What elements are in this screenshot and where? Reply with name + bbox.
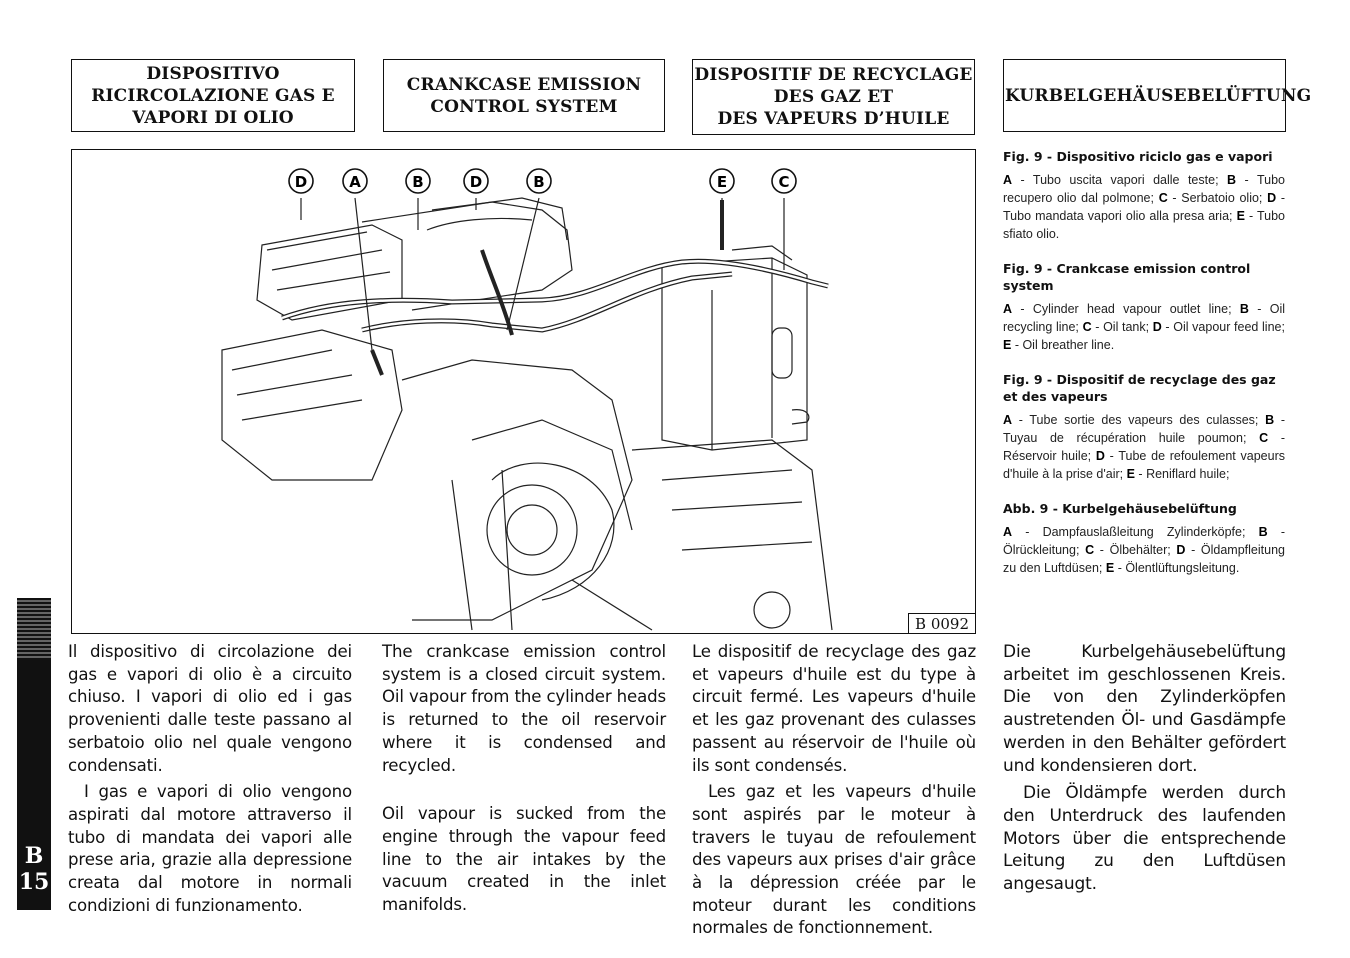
caption-key: E: [1105, 561, 1115, 575]
caption-title: Fig. 9 - Dispositivo riciclo gas e vapori: [1003, 149, 1273, 164]
callout-b2: B: [533, 173, 545, 191]
caption-item: Öldampfleitung zu den Luftdüsen;: [1003, 543, 1285, 575]
paragraph: Les gaz et les vapeurs d'huile sont aspirés par le moteur à travers le tuyau de refoulement des vapeurs aux prises d'air grâce à la dépression créée par le moteur durant les conditions normales de fonctionnement.: [692, 782, 976, 938]
caption-title: Fig. 9 - Dispositif de recyclage des gaz et des vapeurs: [1003, 372, 1276, 404]
header-italian-text: DISPOSITIVO RICIRCOLAZIONE GAS E VAPORI DI OLIO: [91, 63, 335, 128]
caption-item: Tubo sfiato olio.: [1003, 209, 1285, 241]
caption-key: B: [1227, 173, 1237, 187]
body-italian: [68, 641, 352, 917]
callout-c: C: [778, 173, 790, 191]
caption-italian: [1003, 148, 1285, 243]
caption-body: A - Tubo uscita vapori dalle teste; B - Tubo recupero olio dal polmone; C - Serbatoio olio; D - Tubo mandata vapori olio alla presa aria; E - Tubo sfiato olio.: [1003, 173, 1285, 241]
caption-body: A - Cylinder head vapour outlet line; B - Oil recycling line; C - Oil tank; D - Oil vapour feed line; E - Oil breather line.: [1003, 302, 1286, 352]
caption-key: D: [1095, 449, 1105, 463]
page-number: B 15: [18, 843, 50, 895]
caption-body: A - Tube sortie des vapeurs des culasses; B - Tuyau de récupération huile poumon; C - Réservoir huile; D - Tube de refoulement vapeurs d'huile à la prise d'air; E - Reniflard huile;: [1003, 413, 1286, 481]
caption-item: Ölentlüftungsleitung.: [1125, 561, 1240, 575]
paragraph: Le dispositif de recyclage des gaz et vapeurs d'huile est du type à circuit fermé. Les vapeurs d'huile et les gaz provenant des culasses passent au réservoir de l'huile où ils sont condensés.: [692, 642, 976, 775]
caption-body: A - Dampfauslaßleitung Zylinderköpfe; B - Ölrückleitung; C - Ölbehälter; D - Öldampfleitung zu den Luftdüsen; E - Ölentlüftungsleitung.: [1003, 525, 1286, 575]
caption-item: Cylinder head vapour outlet line;: [1032, 302, 1232, 316]
header-french: [692, 59, 975, 135]
caption-item: Dampfauslaßleitung Zylinderköpfe;: [1042, 525, 1246, 539]
header-german: [1003, 59, 1312, 132]
caption-item: Tube sortie des vapeurs des culasses;: [1029, 413, 1259, 427]
caption-key: D: [1176, 543, 1186, 557]
caption-french: [1003, 371, 1285, 483]
callout-a: A: [349, 173, 361, 191]
body-english: [382, 641, 666, 917]
caption-item: Tubo uscita vapori dalle teste;: [1032, 173, 1219, 187]
caption-key: E: [1003, 338, 1012, 352]
caption-item: Réservoir huile;: [1003, 449, 1092, 463]
paragraph: Il dispositivo di circolazione dei gas e vapori di olio è a circuito chiuso. I vapori di olio ed i gas provenienti dalle teste passano al serbatoio olio nel quale vengono condensati.: [68, 642, 352, 775]
caption-title: Abb. 9 - Kurbelgehäusebelüftung: [1003, 501, 1237, 516]
caption-key: D: [1267, 191, 1277, 205]
caption-key: E: [1236, 209, 1245, 223]
caption-key: A: [1003, 413, 1013, 427]
paragraph: Die Öldämpfe werden durch den Unterdruck des laufenden Motors über die entsprechende Leitung zu den Luftdüsen angesaugt.: [1003, 783, 1286, 895]
body-german: [1003, 641, 1286, 896]
caption-item: Tubo recupero olio dal polmone;: [1003, 173, 1285, 205]
header-italian: [71, 59, 355, 132]
caption-key: C: [1085, 543, 1095, 557]
caption-english: [1003, 260, 1285, 354]
figure-code: B 0092: [908, 613, 975, 633]
caption-title: Fig. 9 - Crankcase emission control system: [1003, 261, 1251, 293]
caption-item: Tube de refoulement vapeurs d'huile à la prise d'air;: [1003, 449, 1285, 481]
caption-item: Serbatoio olio;: [1181, 191, 1263, 205]
caption-item: Ölrückleitung;: [1003, 543, 1080, 557]
header-english: [383, 59, 665, 132]
paragraph: The crankcase emission control system is a closed circuit system. Oil vapour from the cylinder heads is returned to the oil reservoir where it is condensed and recycled.: [382, 642, 666, 775]
caption-item: Reniflard huile;: [1146, 467, 1230, 481]
caption-key: A: [1003, 302, 1013, 316]
paragraph: Die Kurbelgehäusebelüftung arbeitet im geschlossenen Kreis. Die von den Zylinderköpfen austretenden Öl- und Gasdämpfe werden in den Behälter gefördert und kondensieren dort.: [1003, 642, 1286, 776]
caption-item: Oil vapour feed line;: [1173, 320, 1285, 334]
callout-e: E: [716, 173, 728, 191]
callout-b: B: [412, 173, 424, 191]
caption-item: Ölbehälter;: [1109, 543, 1171, 557]
caption-key: C: [1259, 431, 1269, 445]
body-french: [692, 641, 976, 940]
callout-labels: [72, 150, 975, 633]
caption-german: [1003, 500, 1285, 577]
caption-key: A: [1003, 525, 1013, 539]
header-english-text: CRANKCASE EMISSION CONTROL SYSTEM: [406, 74, 642, 117]
figure-captions: [1003, 148, 1285, 594]
caption-item: Tuyau de récupération huile poumon;: [1003, 431, 1247, 445]
callout-d2: D: [469, 173, 483, 191]
engine-diagram: [71, 149, 976, 634]
caption-key: B: [1258, 525, 1268, 539]
callout-d: D: [294, 173, 308, 191]
caption-item: Oil recycling line;: [1003, 302, 1286, 334]
caption-key: E: [1126, 467, 1135, 481]
caption-key: B: [1265, 413, 1275, 427]
caption-key: D: [1152, 320, 1162, 334]
caption-key: A: [1003, 173, 1013, 187]
paragraph: I gas e vapori di olio vengono aspirati dal motore attraverso il tubo di mandata dei vapori alle prese aria, grazie alla depressione creata dal motore in normali condizioni di funzionamento.: [68, 782, 352, 915]
caption-item: Tubo mandata vapori olio alla presa aria;: [1003, 209, 1233, 223]
section-tab-texture: [17, 598, 51, 658]
header-french-text: DISPOSITIF DE RECYCLAGE DES GAZ ET DES VAPEURS D’HUILE: [694, 65, 973, 129]
caption-item: Oil tank;: [1103, 320, 1150, 334]
caption-key: C: [1158, 191, 1168, 205]
header-german-text: KURBELGEHÄUSEBELÜFTUNG: [1005, 85, 1312, 106]
caption-item: Oil breather line.: [1022, 338, 1115, 352]
caption-key: B: [1239, 302, 1249, 316]
caption-key: C: [1082, 320, 1092, 334]
paragraph: Oil vapour is sucked from the engine through the vapour feed line to the air intakes by the vacuum created in the inlet manifolds.: [382, 804, 666, 915]
